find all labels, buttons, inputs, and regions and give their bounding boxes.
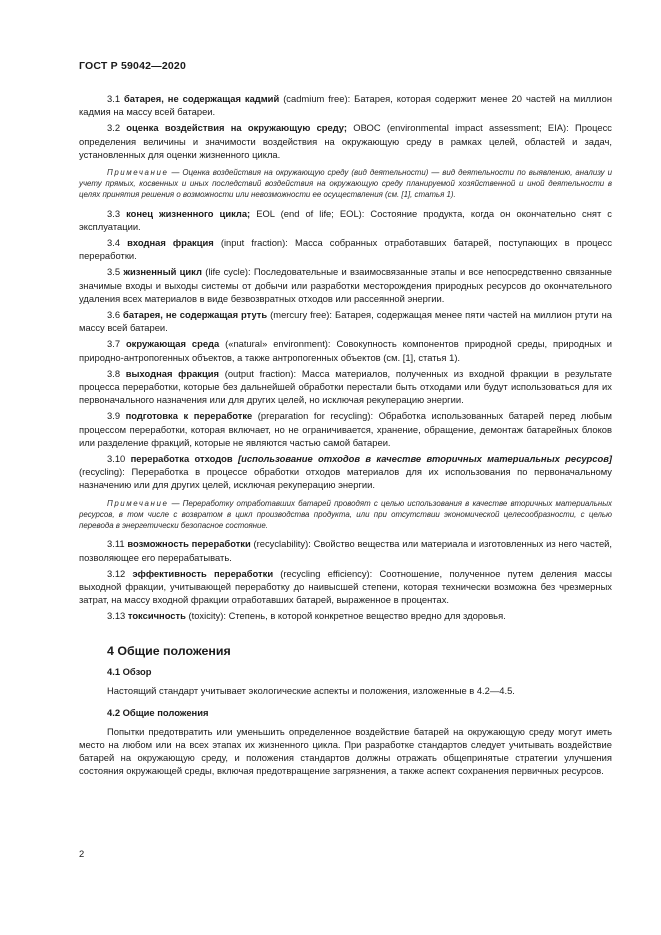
section-4-heading: 4 Общие положения [107, 643, 231, 658]
definition-3-13: 3.13 токсичность (toxicity): Степень, в которой конкретное вещество вредно для здоровья. [107, 610, 506, 622]
definition-3-12: 3.12 эффективность переработки (recycling efficiency): Соотношение, полученное путем деления массы выходной фракции, учитывающей переработку до наивысшей степени, которая технически возможна без чрезмерных затрат, на массу входной фракции отработавших батарей, выраженное в процентах. [79, 567, 613, 606]
definition-3-1: 3.1 батарея, не содержащая кадмий (cadmium free): Батарея, которая содержит менее 20 частей на миллион кадмия на массу всей батареи. [79, 93, 613, 118]
definition-3-2: 3.2 оценка воздействия на окружающую среду; ОВОС (environmental impact assessment; EIA): Процесс определения величины и значимости воздействия на окружающую среду в рамках целей, областей и задач, установленных для оценки жизненного цикла. [79, 122, 612, 160]
definition-3-8: 3.8 выходная фракция (output fraction): Масса материалов, полученных из входной фракции в результате процесса переработки, которые без дальнейшей обработки перестали быть отходами или будут использоваться для их первоначального назначения или для других целей, но исключая рекуперацию энергии. [79, 367, 613, 406]
definition-3-5: 3.5 жизненный цикл (life cycle): Последовательные и взаимосвязанные этапы и все непосредственно связанные значимые входы и выходы системы от добычи или разработки месторождения природных ресурсов до окончательного удаления всех материалов в виде безвозвратных отходов или рассеянной энергии. [79, 266, 613, 304]
section-4-2-text: Попытки предотвратить или уменьшить определенное воздействие батарей на окружающую среду могут иметь место на любом или на всех этапах их жизненного цикла. При разработке стандартов следует учитывать воздействие батарей на окружающую среду, и положения стандартов должны отражать общепринятые стратегии улучшения состояния окружающей среды, включая предотвращение загрязнения, а также аспект сохранения первичных ресурсов. [79, 725, 612, 777]
definition-3-3: 3.3 конец жизненного цикла; EOL (end of life; EOL): Состояние продукта, когда он окончательно снят с эксплуатации. [79, 207, 612, 232]
note-2: Примечание — Переработку отработавших батарей проводят с целью использования в качестве вторичных материальных ресурсов, в том числе с возвратом в цикл производства продукта, или при отсутствии экономической целесообразности, с целью перевода в энергетически безопасное состояние. [79, 498, 612, 531]
definition-3-11: 3.11 возможность переработки (recyclability): Свойство вещества или материала и изготовленных из него частей, позволяющее его перерабатывать. [79, 538, 612, 563]
note-1: Примечание — Оценка воздействия на окружающую среду (вид деятельности) — вид деятельности по выявлению, анализу и учету прямых, косвенных и иных последствий воздействия на окружающую среду планируемой хозяйственной и иной деятельности в целях принятия решения о возможности или невозможности ее осуществления (см. [1], статья 1). [79, 168, 612, 200]
document-body [79, 92, 612, 778]
definition-3-10: 3.10 переработка отходов [использование отходов в качестве вторичных материальных ресурсов] (recycling): Переработка в процессе обработки отходов материалов для их использования по первоначальному назначению или для других целей, исключая рекуперацию энергии. [79, 453, 612, 491]
document-header: ГОСТ Р 59042—2020 [79, 60, 187, 72]
definition-3-9: 3.9 подготовка к переработке (preparation for recycling): Обработка использованных батарей перед любым процессом переработки, которая включает, но не ограничивается, хранение, обращение, демонтаж батарейных блоков или разделение фракций, которые не являются частью самой батареи. [79, 410, 612, 448]
definition-3-4: 3.4 входная фракция (input fraction): Масса собранных отработавших батарей, поступающих в процесс переработки. [79, 237, 613, 262]
section-4-1-heading: 4.1 Обзор [107, 665, 152, 677]
definition-3-7: 3.7 окружающая среда («natural» environment): Совокупность компонентов природной среды, природных и природно-антропогенных объектов, а также антропогенных объектов (см. [1], статья 1). [79, 338, 612, 363]
section-4-2-heading: 4.2 Общие положения [107, 706, 209, 718]
definition-3-6: 3.6 батарея, не содержащая ртуть (mercury free): Батарея, содержащая менее пяти частей на миллион ртути на массу всей батареи. [79, 309, 612, 334]
page-number: 2 [79, 848, 85, 859]
section-4-1-text: Настоящий стандарт учитывает экологические аспекты и положения, изложенные в 4.2—4.5. [107, 684, 515, 696]
